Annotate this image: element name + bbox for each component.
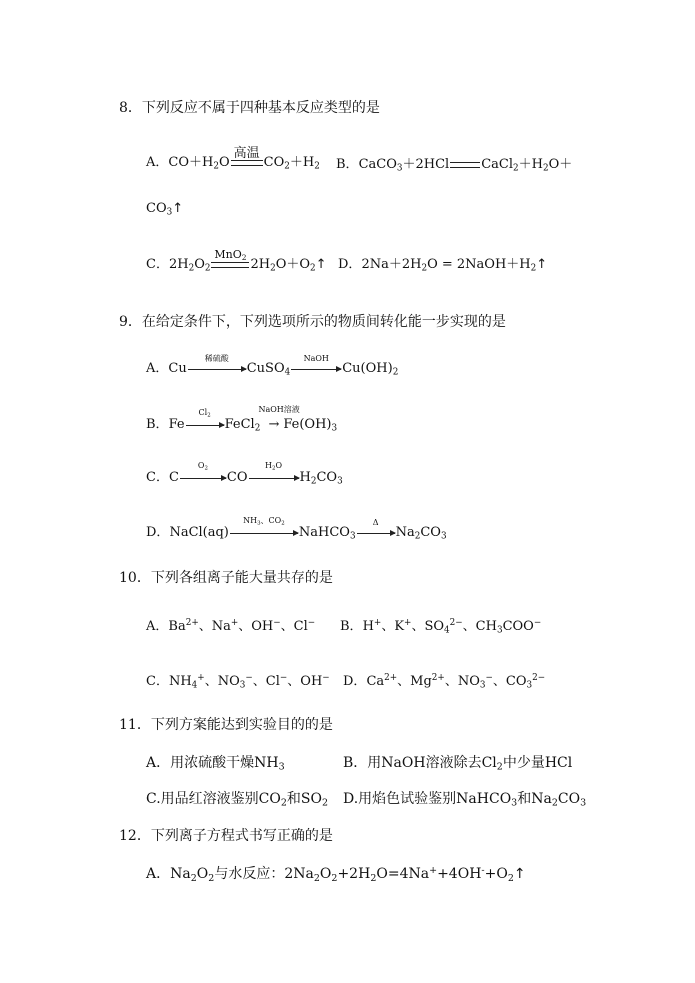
q9-option-b: B．Fe Cl2 FeCl2 NaOH溶液 → Fe(OH)3 <box>146 405 338 434</box>
q9-option-d: D．NaCl(aq) NH3、CO2 NaHCO3 Δ Na2CO3 <box>146 515 447 542</box>
q10-option-c: C．NH4+、NO3−、Cl−、OH− <box>146 673 330 691</box>
reaction-arrow: NaOH <box>291 368 341 370</box>
reaction-arrow: O2 <box>180 477 226 479</box>
q8-option-a: A．CO＋H2O 高温 CO2＋H2 <box>146 145 320 172</box>
q9-title: 9．在给定条件下，下列选项所示的物质间转化能一步实现的是 <box>119 314 506 330</box>
q11-title: 11．下列方案能达到实验目的的是 <box>119 717 333 733</box>
q11-option-d: D.用焰色试验鉴别NaHCO3和Na2CO3 <box>343 791 587 809</box>
q9-option-a: A．Cu 稀硫酸 CuSO4 NaOH Cu(OH)2 <box>146 353 399 378</box>
q11-option-b: B．用NaOH溶液除去Cl2中少量HCl <box>343 755 573 773</box>
reaction-arrow: 稀硫酸 <box>188 368 246 370</box>
q8-option-b: B．CaCO3＋2HCl CaCl2＋H2O＋ <box>336 157 573 174</box>
reaction-arrow: NH3、CO2 <box>230 532 298 534</box>
q9-option-c: C．C O2 CO H2O H2CO3 <box>146 460 343 487</box>
q10-option-d: D．$Ca^{2+}$、$Mg^{2+}$、NO3−、$CO3^{2-}$ <box>343 673 546 691</box>
q11-option-a: A．用浓硫酸干燥NH3 <box>146 755 285 773</box>
q10-title: 10．下列各组离子能大量共存的是 <box>119 570 333 586</box>
reaction-condition-arrow: MnO2 <box>211 262 249 268</box>
reaction-condition-arrow: 高温 <box>231 160 263 166</box>
reaction-arrow: Δ <box>357 532 395 534</box>
q11-option-c: C.用品红溶液鉴别CO2和SO2 <box>146 791 329 809</box>
q10-option-a: A．$Ba^{2+}$、Na+、OH−、Cl− <box>146 618 316 634</box>
q8-option-c: C．2H2O2 MnO2 2H2O＋O2↑ <box>146 247 327 274</box>
reaction-arrow: Cl2 <box>186 424 224 426</box>
q12-option-a: A．Na2O2与水反应：2Na2O2+2H2O=4Na++4OH-+O2↑ <box>146 865 526 884</box>
reaction-arrow: NaOH溶液 → <box>258 405 300 432</box>
q12-title: 12．下列离子方程式书写正确的是 <box>119 828 333 844</box>
q10-option-b: B．H+、K+、$SO4^{2-}$、CH3COO− <box>340 618 542 636</box>
q8-title: 8．下列反应不属于四种基本反应类型的是 <box>119 100 380 116</box>
q8-option-d: D．2Na＋2H2O = 2NaOH＋H2↑ <box>338 257 548 274</box>
reaction-arrow: H2O <box>249 477 299 479</box>
equals-sign <box>450 162 480 168</box>
q8-option-b-continued: CO3↑ <box>146 201 184 218</box>
